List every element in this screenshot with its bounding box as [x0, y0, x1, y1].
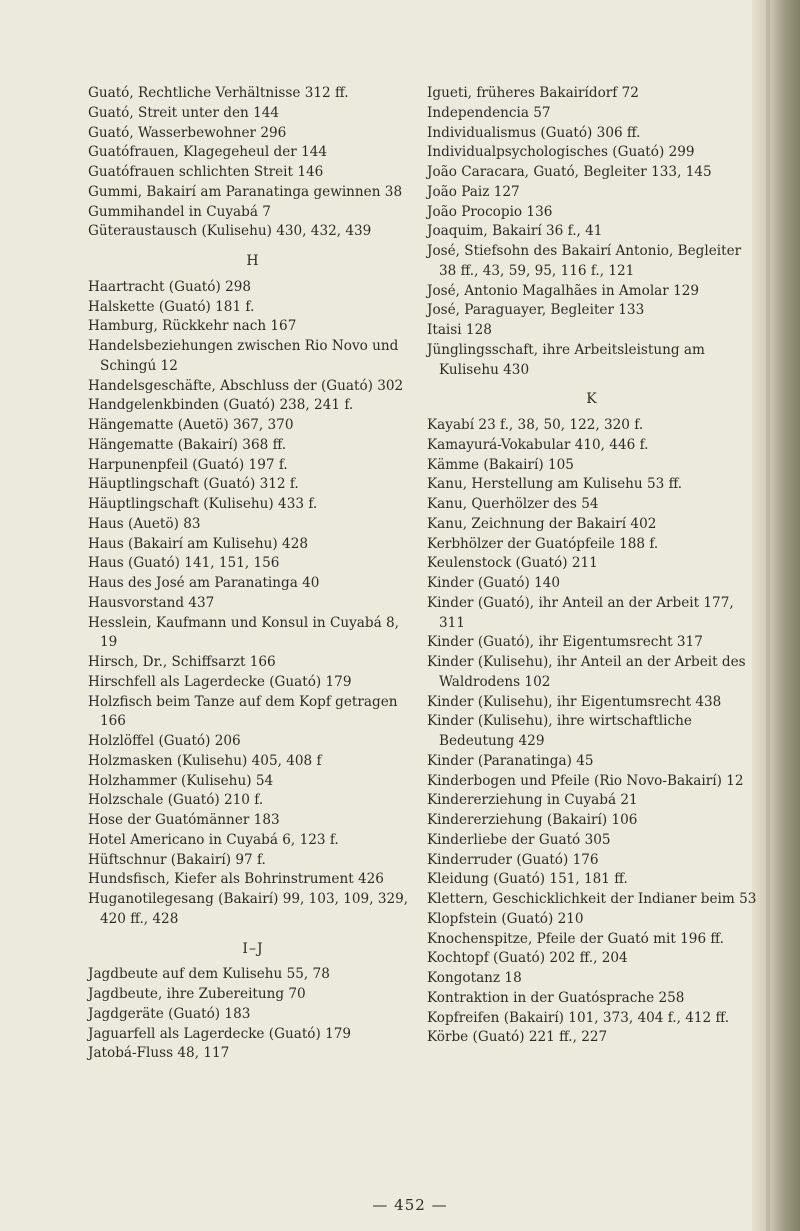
index-entry: Hesslein, Kaufmann und Konsul in Cuyabá 8, 19	[88, 614, 399, 651]
index-entry: Kerbhölzer der Guatópfeile 188 f.	[427, 535, 659, 552]
index-entry: Gummihandel in Cuyabá 7	[88, 203, 271, 220]
index-entry: Haus (Bakairí am Kulisehu) 428	[88, 535, 308, 552]
index-entry: Kinder (Guató) 140	[427, 575, 561, 591]
index-entry: Haus (Guató) 141, 151, 156	[88, 555, 280, 572]
index-entry: Holzlöffel (Guató) 206	[88, 733, 241, 749]
index-entry: Klopfstein (Guató) 210	[427, 910, 584, 927]
index-entry: Kayabí 23 f., 38, 50, 122, 320 f.	[427, 417, 644, 433]
index-entry: João Paiz 127	[427, 183, 520, 200]
index-entry: Klettern, Geschicklichkeit der Indianer beim 53	[427, 891, 757, 907]
index-entry: Hotel Americano in Cuyabá 6, 123 f.	[88, 831, 339, 848]
index-entry: Haartracht (Guató) 298	[88, 278, 252, 295]
index-entry: Hundsfisch, Kiefer als Bohrinstrument 426	[88, 871, 384, 888]
index-entry: Holzschale (Guató) 210 f.	[88, 792, 264, 809]
index-entry: Handelsgeschäfte, Abschluss der (Guató) 302	[88, 377, 404, 394]
index-entry: Kanu, Querhölzer des 54	[427, 496, 599, 512]
index-entry: Kinderruder (Guató) 176	[427, 851, 599, 868]
index-entry: Individualismus (Guató) 306 ff.	[427, 124, 641, 141]
index-entry: Häuptlingschaft (Guató) 312 f.	[88, 476, 299, 493]
index-entry: João Procopio 136	[427, 203, 553, 220]
index-entry: Igueti, früheres Bakairídorf 72	[427, 85, 639, 101]
index-entry: Jaguarfell als Lagerdecke (Guató) 179	[88, 1025, 352, 1042]
index-entry: Hausvorstand 437	[88, 594, 215, 611]
index-entry: Halskette (Guató) 181 f.	[88, 298, 255, 315]
index-entry: Hamburg, Rückkehr nach 167	[88, 318, 297, 335]
index-entry: Kinder (Paranatinga) 45	[427, 752, 594, 769]
index-entry: Itaisi 128	[427, 322, 492, 338]
index-letter-heading: H	[246, 253, 260, 269]
index-entry: Kinder (Guató), ihr Anteil an der Arbeit 177, 311	[427, 594, 734, 631]
index-entry: Jatobá-Fluss 48, 117	[88, 1045, 230, 1062]
index-entry: Hüftschnur (Bakairí) 97 f.	[88, 851, 266, 868]
index-entry: Kinderliebe der Guató 305	[427, 831, 611, 848]
index-entry: Körbe (Guató) 221 ff., 227	[427, 1029, 608, 1046]
index-entry: Holzmasken (Kulisehu) 405, 408 f	[88, 752, 322, 769]
index-letter-heading: I–J	[242, 940, 264, 957]
index-entry: Kochtopf (Guató) 202 ff., 204	[427, 950, 628, 967]
index-entry: Keulenstock (Guató) 211	[427, 555, 598, 572]
index-entry: José, Stiefsohn des Bakairí Antonio, Begleiter 38 ff., 43, 59, 95, 116 f., 121	[427, 243, 742, 279]
index-entry: Kongotanz 18	[427, 970, 522, 986]
index-entry: Güteraustausch (Kulisehu) 430, 432, 439	[88, 223, 372, 240]
index-entry: Jagdbeute auf dem Kulisehu 55, 78	[88, 966, 330, 983]
index-entry: Kleidung (Guató) 151, 181 ff.	[427, 871, 628, 888]
index-entry: Kanu, Herstellung am Kulisehu 53 ff.	[427, 476, 683, 493]
index-entry: Guató, Wasserbewohner 296	[88, 124, 287, 141]
index-entry: Kopfreifen (Bakairí) 101, 373, 404 f., 412 ff.	[427, 1009, 730, 1026]
index-entry: Holzhammer (Kulisehu) 54	[88, 772, 274, 789]
index-entry: José, Paraguayer, Begleiter 133	[427, 302, 645, 319]
index-entry: Hose der Guatómänner 183	[88, 812, 280, 828]
index-entry: Kindererziehung (Bakairí) 106	[427, 812, 638, 828]
index-entry: Kontraktion in der Guatósprache 258	[427, 989, 685, 1006]
index-entry: Haus des José am Paranatinga 40	[88, 575, 320, 591]
index-entry: Guatófrauen schlichten Streit 146	[88, 164, 324, 180]
index-entry: Handelsbeziehungen zwischen Rio Novo und Schingú 12	[88, 338, 399, 374]
index-entry: Holzfisch beim Tanze auf dem Kopf getragen 166	[88, 693, 398, 730]
index-entry: Kinder (Guató), ihr Eigentumsrecht 317	[427, 634, 703, 651]
index-entry: Knochenspitze, Pfeile der Guató mit 196 ff.	[427, 930, 724, 947]
index-entry: Hängematte (Bakairí) 368 ff.	[88, 436, 287, 453]
index-entry: Kinder (Kulisehu), ihr Anteil an der Arbeit des Waldrodens 102	[427, 654, 746, 690]
index-entry: Jünglingsschaft, ihre Arbeitsleistung am Kulisehu 430	[427, 341, 705, 378]
book-gutter-edge	[752, 0, 800, 1231]
index-entry: Kindererziehung in Cuyabá 21	[427, 792, 638, 809]
index-entry: Jagdgeräte (Guató) 183	[88, 1005, 251, 1022]
index-letter-heading: K	[586, 391, 598, 408]
index-entry: Kämme (Bakairí) 105	[427, 456, 574, 473]
index-column-left	[88, 84, 418, 1064]
index-entry: Guató, Streit unter den 144	[88, 104, 280, 121]
index-entry: Individualpsychologisches (Guató) 299	[427, 144, 695, 161]
index-entry: Häuptlingschaft (Kulisehu) 433 f.	[88, 496, 318, 512]
index-entry: Handgelenkbinden (Guató) 238, 241 f.	[88, 397, 354, 414]
index-entry: Kinder (Kulisehu), ihr Eigentumsrecht 438	[427, 693, 722, 710]
index-entry: Kinderbogen und Pfeile (Rio Novo-Bakairí) 12	[427, 772, 744, 789]
page-number: — 452 —	[372, 1196, 448, 1214]
index-entry: Jagdbeute, ihre Zubereitung 70	[88, 986, 306, 1002]
index-entry: Hängematte (Auetö) 367, 370	[88, 417, 294, 433]
index-entry: Hirschfell als Lagerdecke (Guató) 179	[88, 673, 352, 690]
index-entry: Hirsch, Dr., Schiffsarzt 166	[88, 654, 276, 670]
index-entry: Harpunenpfeil (Guató) 197 f.	[88, 456, 288, 473]
index-entry: Huganotilegesang (Bakairí) 99, 103, 109, 329, 420 ff., 428	[88, 891, 409, 927]
index-entry: José, Antonio Magalhães in Amolar 129	[427, 282, 700, 299]
index-entry: Kinder (Kulisehu), ihre wirtschaftliche Bedeutung 429	[427, 713, 692, 749]
index-column-right	[427, 84, 757, 1048]
index-entry: Kanu, Zeichnung der Bakairí 402	[427, 515, 657, 532]
index-entry: Independencia 57	[427, 104, 551, 121]
index-entry: Guató, Rechtliche Verhältnisse 312 ff.	[88, 85, 349, 101]
index-entry: Guatófrauen, Klagegeheul der 144	[88, 144, 328, 161]
index-entry: Kamayurá-Vokabular 410, 446 f.	[427, 436, 649, 453]
index-entry: João Caracara, Guató, Begleiter 133, 145	[427, 164, 712, 180]
index-entry: Haus (Auetö) 83	[88, 515, 201, 532]
index-entry: Joaquim, Bakairí 36 f., 41	[427, 223, 603, 240]
index-entry: Gummi, Bakairí am Paranatinga gewinnen 38	[88, 183, 403, 200]
